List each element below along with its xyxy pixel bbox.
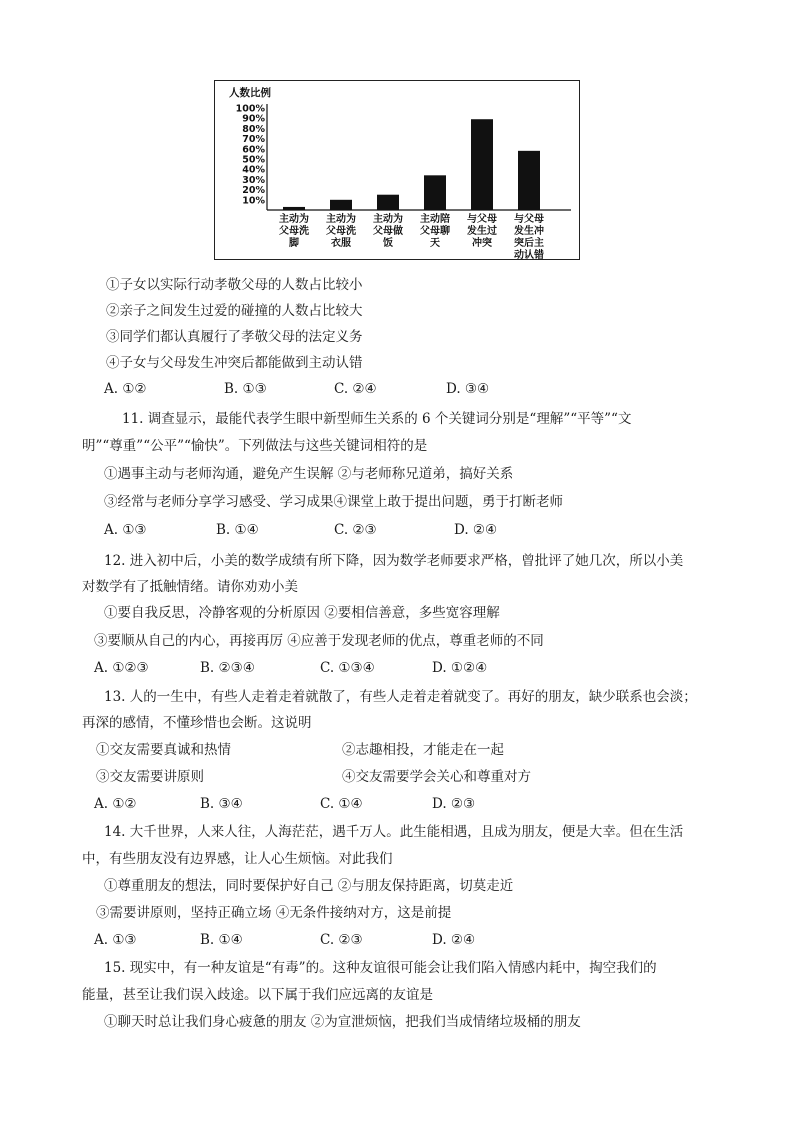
q11-option-a: A. ①③: [104, 522, 147, 538]
q15-stem-line-1: 15. 现实中，有一种友谊是“有毒”的。这种友谊很可能会让我们陷入情感内耗中，掏空我们的: [104, 960, 657, 976]
bar-chart-frame: [214, 80, 580, 260]
q11-stem-line-1: 11. 调查显示，最能代表学生眼中新型师生关系的 6 个关键词分别是“理解”“平等”“文: [122, 411, 632, 427]
q10-item-2: ②亲子之间发生过爱的碰撞的人数占比较大: [106, 303, 363, 319]
y-tick-label: 40%: [242, 164, 265, 176]
x-tick-label: 与父母: [514, 214, 544, 225]
q10-option-b: B. ①③: [224, 381, 267, 397]
y-axis-label: 人数比例: [229, 87, 271, 99]
bar: [424, 175, 446, 210]
x-tick-label: 衣服: [331, 238, 351, 249]
q13-stem-line-2: 再深的感情，不懂珍惜也会断。这说明: [82, 715, 312, 731]
q12-option-a: A. ①②③: [94, 660, 149, 676]
y-tick-label: 20%: [242, 185, 265, 197]
y-tick-label: 70%: [242, 134, 265, 146]
y-tick-label: 10%: [242, 195, 265, 207]
x-tick-label: 发生过: [467, 226, 497, 237]
bar: [471, 119, 493, 210]
q11-item-line-1: ①遇事主动与老师沟通，避免产生误解 ②与老师称兄道弟，搞好关系: [104, 466, 514, 482]
q14-item-line-2: ③需要讲原则，坚持正确立场 ④无条件接纳对方，这是前提: [96, 905, 452, 921]
q12-item-line-2: ③要顺从自己的内心，再接再厉 ④应善于发现老师的优点，尊重老师的不同: [94, 633, 544, 649]
x-tick-label: 天: [430, 238, 440, 249]
q12-option-c: C. ①③④: [320, 660, 375, 676]
q13-option-d: D. ②③: [432, 796, 476, 812]
bar: [330, 200, 352, 210]
q14-option-d: D. ②④: [432, 932, 476, 948]
q13-option-a: A. ①②: [94, 796, 137, 812]
bar: [377, 195, 399, 210]
q10-option-d: D. ③④: [446, 381, 490, 397]
q13-option-b: B. ③④: [200, 796, 243, 812]
x-tick-label: 动认错: [514, 250, 544, 261]
x-tick-label: 饭: [383, 238, 393, 249]
y-tick-label: 90%: [242, 113, 265, 125]
x-tick-label: 父母洗: [279, 226, 309, 237]
y-tick-label: 50%: [242, 154, 265, 166]
q11-item-line-2: ③经常与老师分享学习感受、学习成果④课堂上敢于提出问题，勇于打断老师: [104, 494, 563, 510]
x-tick-label: 脚: [289, 238, 299, 249]
q14-item-line-1: ①尊重朋友的想法，同时要保护好自己 ②与朋友保持距离，切莫走近: [104, 878, 514, 894]
q10-item-1: ①子女以实际行动孝敬父母的人数占比较小: [106, 277, 363, 293]
q15-item-line-1: ①聊天时总让我们身心疲惫的朋友 ②为宣泄烦恼，把我们当成情绪垃圾桶的朋友: [104, 1014, 581, 1030]
x-tick-label: 发生冲: [514, 226, 544, 237]
q11-stem-line-2: 明”“尊重”“公平”“愉快”。下列做法与这些关键词相符的是: [82, 438, 428, 454]
q14-stem-line-2: 中，有些朋友没有边界感，让人心生烦恼。对此我们: [82, 851, 393, 867]
y-tick-label: 100%: [235, 103, 265, 115]
q13-item-3: ③交友需要讲原则: [96, 769, 204, 785]
q12-option-d: D. ①②④: [432, 660, 488, 676]
x-tick-label: 父母做: [373, 226, 403, 237]
x-tick-label: 父母聊: [420, 226, 450, 237]
q13-option-c: C. ①④: [320, 796, 363, 812]
q14-option-b: B. ①④: [200, 932, 243, 948]
q12-item-line-1: ①要自我反思，冷静客观的分析原因 ②要相信善意，多些宽容理解: [104, 605, 500, 621]
q10-item-3: ③同学们都认真履行了孝敬父母的法定义务: [106, 329, 363, 345]
x-tick-label: 主动为: [326, 214, 356, 225]
q14-stem-line-1: 14. 大千世界，人来人往，人海茫茫，遇千万人。此生能相遇，且成为朋友，便是大幸。但在生活: [104, 824, 684, 840]
q14-option-a: A. ①③: [94, 932, 137, 948]
q12-stem-line-1: 12. 进入初中后，小美的数学成绩有所下降，因为数学老师要求严格，曾批评了她几次，所以小美: [104, 553, 684, 569]
q13-item-4: ④交友需要学会关心和尊重对方: [342, 769, 531, 785]
bar-chart: [215, 81, 581, 261]
q12-option-b: B. ②③④: [200, 660, 255, 676]
bar: [283, 207, 305, 210]
q14-option-c: C. ②③: [320, 932, 363, 948]
x-tick-label: 主动为: [373, 214, 403, 225]
q10-option-c: C. ②④: [334, 381, 377, 397]
y-tick-label: 30%: [242, 174, 265, 186]
x-tick-label: 主动陪: [420, 214, 450, 225]
q11-option-c: C. ②③: [334, 522, 377, 538]
bar: [518, 151, 540, 210]
x-tick-label: 突后主: [514, 238, 544, 249]
q11-option-b: B. ①④: [216, 522, 259, 538]
q13-item-2: ②志趣相投，才能走在一起: [342, 742, 504, 758]
q12-stem-line-2: 对数学有了抵触情绪。请你劝劝小美: [82, 579, 298, 595]
q10-item-4: ④子女与父母发生冲突后都能做到主动认错: [106, 355, 363, 371]
y-tick-label: 80%: [242, 123, 265, 135]
x-tick-label: 主动为: [279, 214, 309, 225]
q10-option-a: A. ①②: [104, 381, 147, 397]
x-tick-label: 父母洗: [326, 226, 356, 237]
y-tick-label: 60%: [242, 144, 265, 156]
q15-stem-line-2: 能量，甚至让我们误入歧途。以下属于我们应远离的友谊是: [82, 987, 433, 1003]
q11-option-d: D. ②④: [454, 522, 498, 538]
x-tick-label: 冲突: [472, 238, 492, 249]
x-tick-label: 与父母: [467, 214, 497, 225]
q13-stem-line-1: 13. 人的一生中，有些人走着走着就散了，有些人走着走着就变了。再好的朋友，缺少联系也会淡；: [104, 689, 697, 705]
q13-item-1: ①交友需要真诚和热情: [96, 742, 231, 758]
